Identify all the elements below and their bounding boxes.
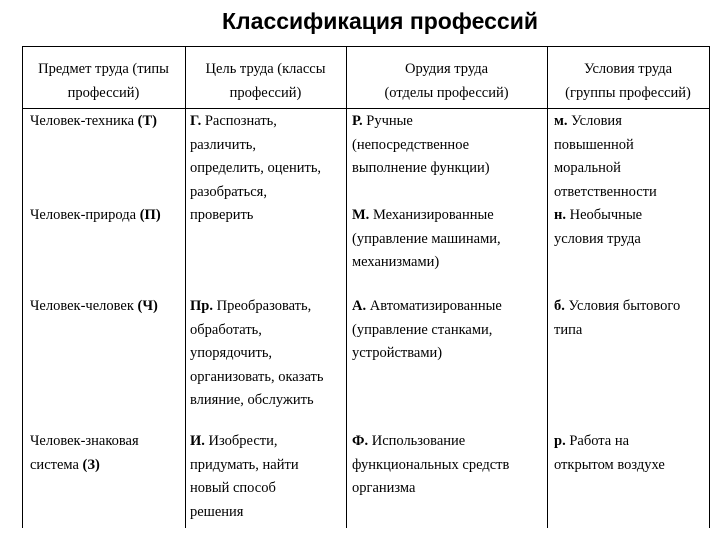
column-divider-2	[346, 46, 347, 528]
group-code: б.	[554, 298, 565, 314]
header-tools-of-labor: Орудия труда (отделы профессий)	[384, 61, 509, 101]
type-code: (З)	[82, 456, 100, 473]
group-description: Необычные условия труда	[554, 207, 643, 247]
type-code: (Ч)	[137, 298, 158, 314]
column-divider-1	[185, 46, 186, 528]
group-description: Условия бытового типа	[554, 298, 681, 338]
header-subject-of-labor: Предмет труда (типы профессий)	[38, 61, 169, 101]
header-conditions-of-labor: Условия труда (группы профессий)	[565, 61, 691, 101]
class-transformative	[190, 295, 346, 413]
department-description: Механизированные (управление машинами, механизмами)	[352, 207, 501, 270]
group-code: р.	[554, 433, 566, 449]
type-code: (П)	[139, 207, 161, 223]
group-moral-responsibility	[554, 110, 709, 204]
column-divider-3	[547, 46, 548, 528]
class-description: Распознать, различить, определить, оценить, разобраться, проверить	[190, 113, 322, 223]
type-label: Человек-человек	[30, 298, 138, 314]
group-household-conditions	[554, 295, 709, 342]
department-manual	[352, 110, 547, 181]
table-border-top	[22, 46, 710, 47]
class-description: Преобразовать, обработать, упорядочить, организовать, оказать влияние, обслужить	[190, 298, 324, 408]
type-label: Человек-природа	[30, 207, 140, 223]
type-code: (Т)	[137, 113, 157, 129]
department-code: Ф.	[352, 433, 369, 449]
class-gnostic	[190, 110, 346, 228]
type-human-human	[30, 295, 185, 319]
type-label: Человек-техника	[30, 113, 138, 129]
department-automated	[352, 295, 547, 366]
header-goal-of-labor: Цель труда (классы профессий)	[205, 61, 326, 101]
type-human-technology	[30, 110, 185, 134]
department-mechanized	[352, 204, 547, 275]
type-human-sign-system	[30, 430, 185, 477]
header-divider	[22, 108, 710, 109]
class-code: Г.	[190, 113, 202, 129]
group-description: Работа на открытом воздухе	[554, 433, 665, 473]
group-description: Условия повышенной моральной ответственности	[554, 113, 657, 200]
department-description: Ручные (непосредственное выполнение функции)	[352, 113, 490, 176]
department-code: Р.	[352, 113, 363, 129]
table-border-left	[22, 46, 23, 528]
department-description: Автоматизированные (управление станками, устройствами)	[352, 298, 502, 361]
type-human-nature	[30, 204, 185, 228]
group-outdoor-conditions	[554, 430, 709, 477]
department-code: А.	[352, 298, 367, 314]
class-code: Пр.	[190, 298, 213, 314]
page-title: Классификация профессий	[222, 8, 538, 34]
group-unusual-conditions	[554, 204, 709, 251]
class-code: И.	[190, 433, 205, 449]
group-code: н.	[554, 207, 566, 223]
department-functional	[352, 430, 547, 501]
group-code: м.	[554, 113, 568, 129]
type-label: Человек-знаковая система	[30, 433, 139, 473]
class-description: Изобрести, придумать, найти новый способ решения	[190, 433, 299, 520]
department-description: Использование функциональных средств организма	[352, 433, 510, 496]
department-code: М.	[352, 207, 370, 223]
class-exploratory	[190, 430, 346, 524]
table-border-right	[709, 46, 710, 528]
